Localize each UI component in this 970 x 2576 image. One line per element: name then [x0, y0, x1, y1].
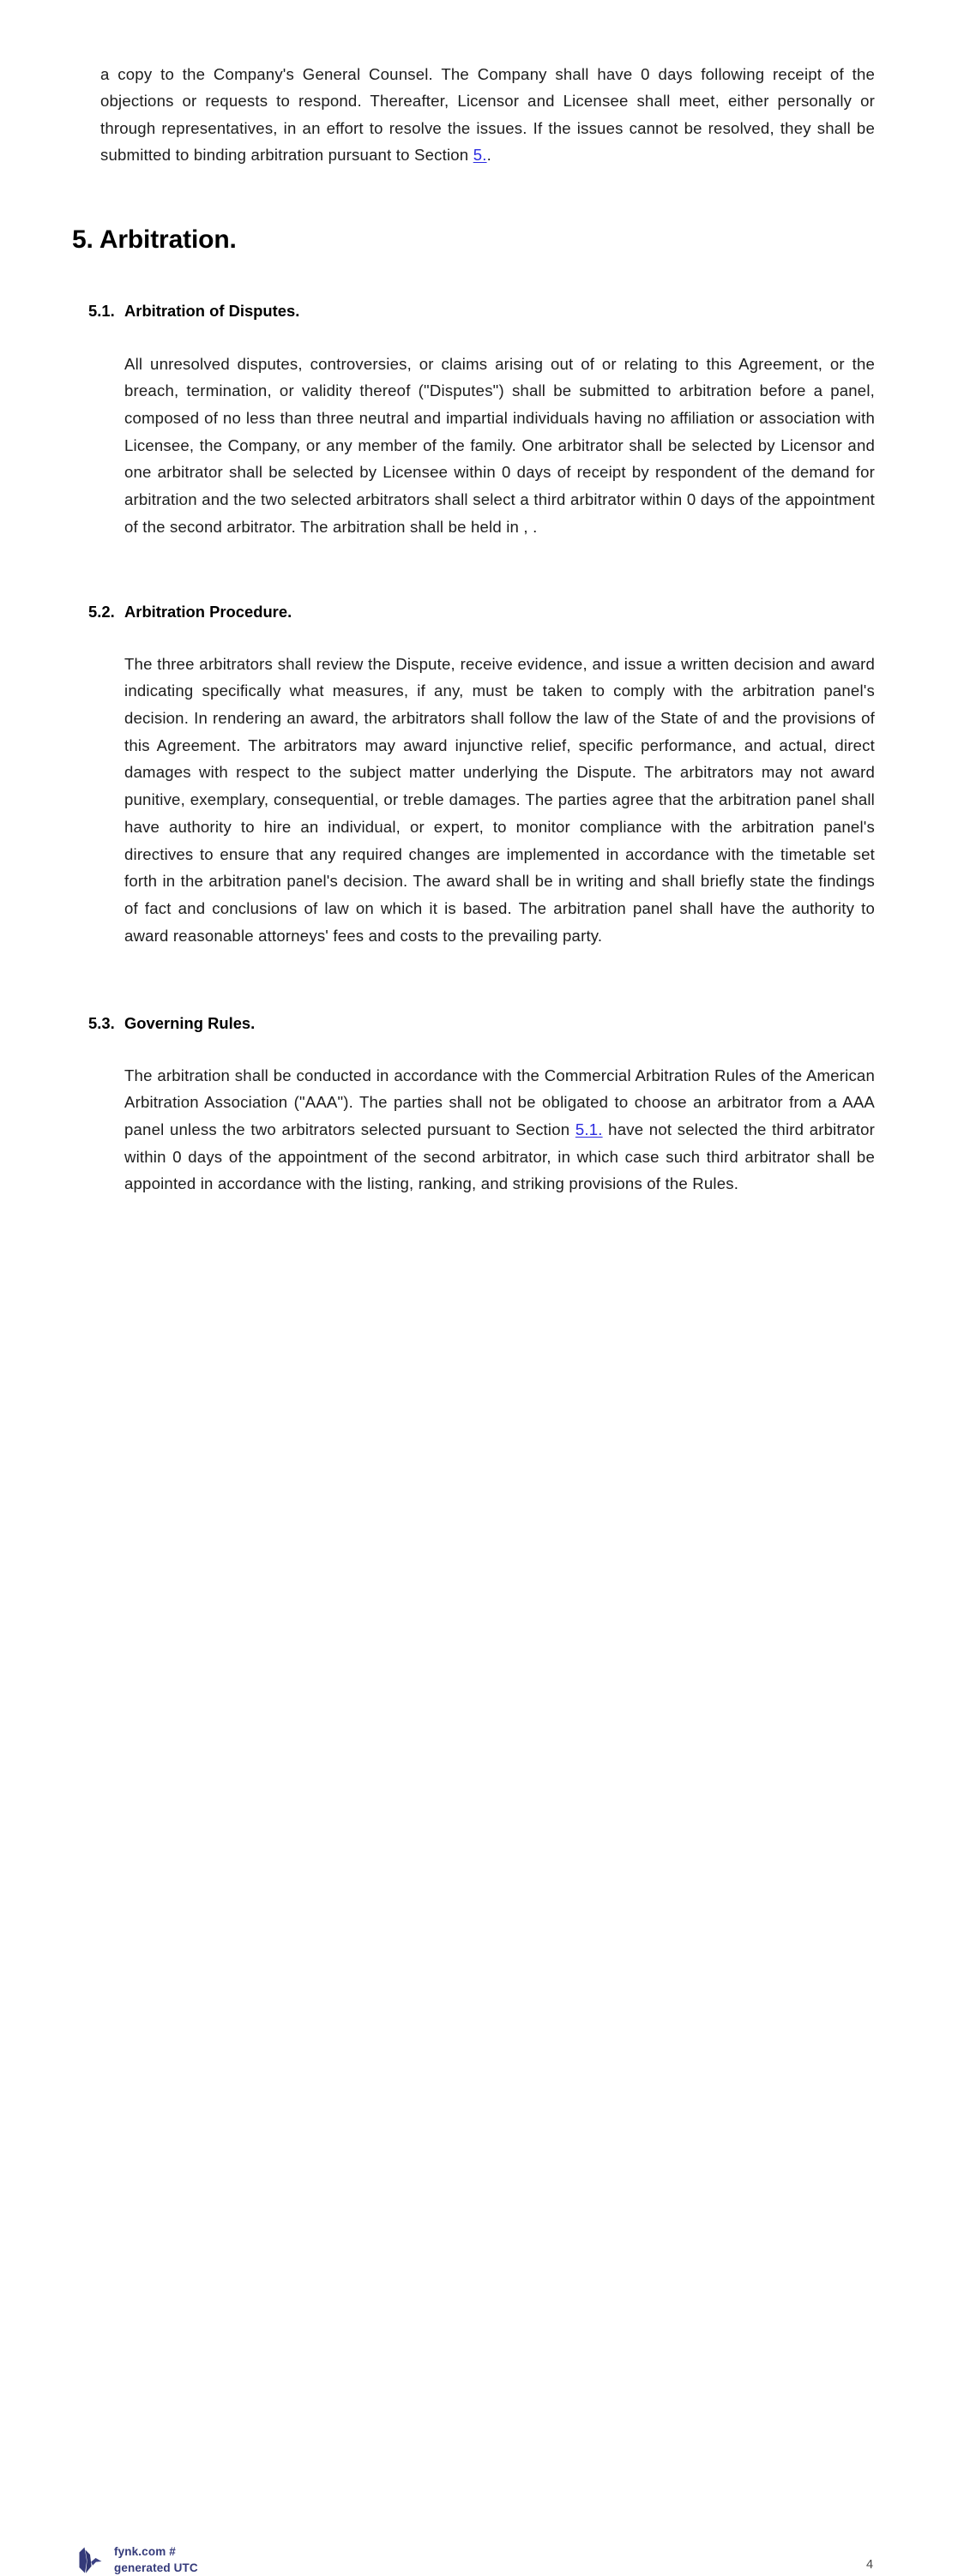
section-5-crossref-link[interactable]: 5. — [473, 146, 487, 165]
heading-5-3-number: 5.3. — [88, 1014, 115, 1033]
page-number: 4 — [866, 2558, 874, 2572]
heading-section-5-number: 5. — [72, 225, 93, 255]
heading-5-3-title: Governing Rules. — [124, 1014, 256, 1033]
footer-brand-line-2: generated UTC — [114, 2561, 198, 2574]
paragraph-5-2: The three arbitrators shall review the Dispute, receive evidence, and issue a written decision and award indicating specifically what measures, if any, must be taken to comply with the arbitration panel's decision. In rendering an award, the arbitrators shall follow the law of the State of and the provisions of this Agreement. The arbitrators may award injunctive relief, specific performance, and actual, direct damages with respect to the subject matter underlying the Dispute. The arbitrators may not award punitive, exemplary, consequential, or treble damages. The parties agree that the arbitration panel shall have authority to hire an individual, or expert, to monitor compliance with the arbitration panel's directives to ensure that any required changes are implemented in accordance with the timetable set forth in the arbitration panel's decision. The award shall be in writing and shall briefly state the findings of fact and conclusions of law on which it is based. The arbitration panel shall have the authority to award reasonable attorneys' fees and costs to the prevailing party. — [124, 654, 875, 945]
footer-brand-line-1: fynk.com # — [114, 2545, 176, 2558]
heading-5-2-title: Arbitration Procedure. — [124, 603, 292, 621]
intro-text-after-link: . — [486, 146, 491, 165]
footer-brand-text — [114, 2543, 198, 2576]
heading-5-1-title: Arbitration of Disputes. — [124, 302, 300, 321]
heading-section-5-2 — [88, 603, 292, 621]
paragraph-5-3-text-after-link: have not selected the third arbitrator within 0 days of the appointment of the second arbitrator, in which case such third arbitrator shall be appointed in accordance with the listing, ranking, and striking provisions of the Rules. — [124, 1120, 876, 1193]
intro-text-before-link: a copy to the Company's General Counsel. The Company shall have 0 days following receipt of the objections or requests to respond. Thereafter, Licensor and Licensee shall meet, either personally or through representatives, in an effort to resolve the issues. If the issues cannot be resolved, they shall be submitted to binding arbitration pursuant to Section — [100, 64, 875, 165]
heading-section-5-3 — [88, 1014, 255, 1033]
heading-5-1-number: 5.1. — [88, 302, 115, 321]
fynk-bird-logo-icon — [75, 2544, 105, 2575]
heading-section-5-1 — [88, 302, 299, 321]
paragraph-5-3-text-before-link: The arbitration shall be conducted in accordance with the Commercial Arbitration Rules of the American Arbitration Association ("AAA"). The parties shall not be obligated to choose an arbitrator from a AAA panel unless the two arbitrators selected pursuant to Section — [124, 1066, 875, 1138]
heading-section-5-title: Arbitration. — [99, 225, 237, 255]
paragraph-5-1: All unresolved disputes, controversies, or claims arising out of or relating to this Agreement, or the breach, termination, or validity thereof ("Disputes") shall be submitted to arbitration before a panel, composed of no less than three neutral and impartial individuals having no affiliation or association with Licensee, the Company, or any member of the family. One arbitrator shall be selected by Licensor and one arbitrator shall be selected by Licensee within 0 days of receipt by respondent of the demand for arbitration and the two selected arbitrators shall select a third arbitrator within 0 days of the appointment of the second arbitrator. The arbitration shall be held in , . — [124, 354, 875, 536]
intro-paragraph — [100, 61, 875, 169]
page-footer — [0, 1269, 970, 2574]
footer-brand — [75, 2543, 198, 2576]
heading-section-5 — [72, 225, 237, 255]
paragraph-5-3 — [124, 1062, 875, 1198]
section-5-1-crossref-link[interactable]: 5.1. — [575, 1120, 603, 1138]
heading-5-2-number: 5.2. — [88, 603, 115, 621]
